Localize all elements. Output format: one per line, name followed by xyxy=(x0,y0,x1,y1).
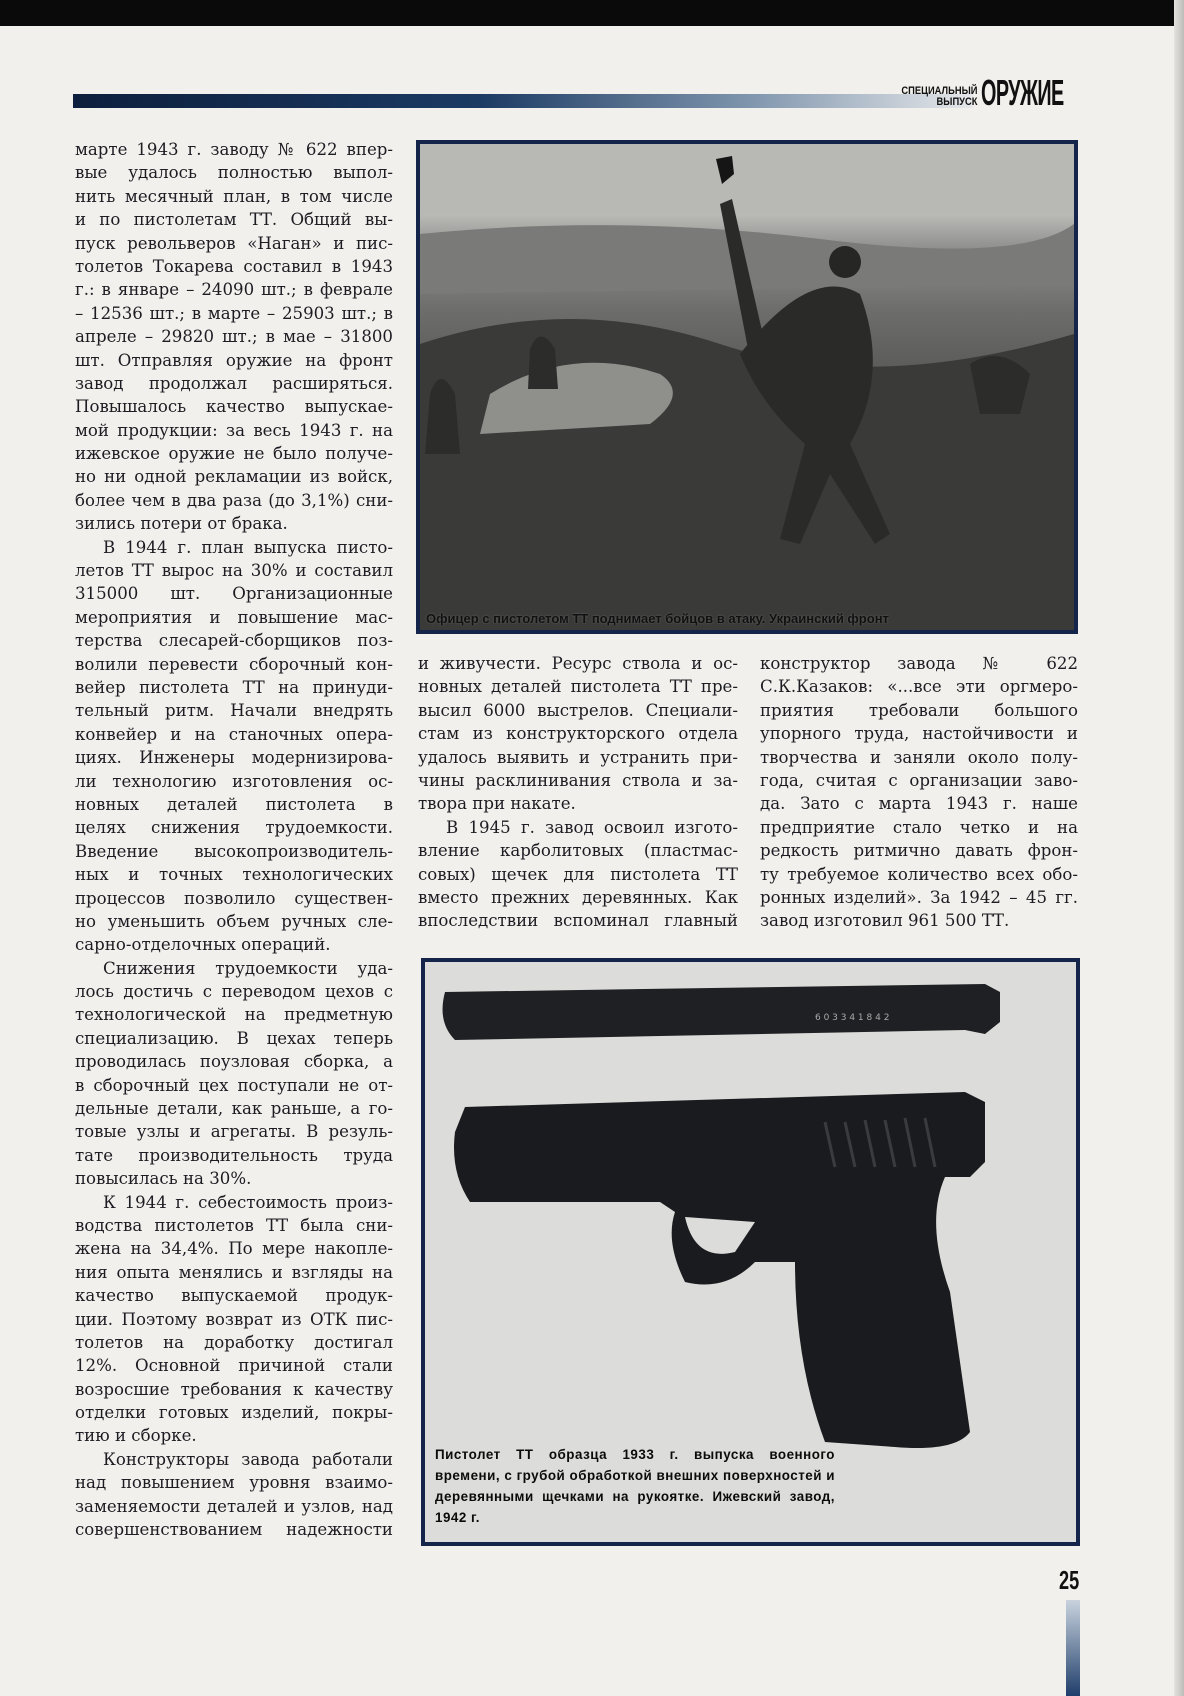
text-line: летов ТТ вырос на 30% и составил xyxy=(75,561,393,581)
text-line: В 1944 г. план выпуска писто- xyxy=(103,537,393,557)
text-line: мероприятия и повышение мас- xyxy=(75,607,393,627)
text-line: чины расклинивания ствола и за- xyxy=(418,770,738,790)
text-line: ных и точных технологических xyxy=(75,865,393,885)
article-column-middle xyxy=(418,652,738,933)
text-line: творчества и заняли около полу- xyxy=(760,747,1078,767)
text-line: конструктор завода № 622 xyxy=(760,654,1078,673)
text-line: конвейер и на станочных опера- xyxy=(75,724,393,744)
text-line: товые узлы и агрегаты. В резуль- xyxy=(75,1122,393,1142)
text-line: ции. Поэтому возврат из ОТК пис- xyxy=(75,1309,393,1329)
text-line: циях. Инженеры модернизирова- xyxy=(75,748,393,768)
text-line: тате производительность труда xyxy=(75,1145,393,1165)
text-line: вейер пистолета ТТ на принуди- xyxy=(75,677,393,697)
text-line: над повышением уровня взаимо- xyxy=(75,1473,393,1493)
scan-top-edge xyxy=(0,0,1184,26)
text-line: года, считая с организации заво- xyxy=(760,770,1078,790)
text-line: К 1944 г. себестоимость произ- xyxy=(103,1192,393,1212)
logo-line-2: ВЫПУСК xyxy=(936,96,978,108)
text-line: и по пистолетам ТТ. Общий вы- xyxy=(75,210,393,230)
photo-tt-pistol xyxy=(421,958,1080,1546)
text-line: завод изготовил 961 500 ТТ. xyxy=(760,911,1010,931)
text-line: Снижения трудоемкости уда- xyxy=(103,958,393,978)
text-line: ижевское оружие не было получе- xyxy=(75,444,393,464)
text-line: вые удалось полностью выпол- xyxy=(75,163,393,183)
text-line: проводилась поузловая сборка, а xyxy=(75,1052,393,1072)
text-line: завод продолжал расширяться. xyxy=(75,373,393,393)
text-line: лось достичь с переводом цехов с xyxy=(75,982,393,1002)
photo-caption: Пистолет ТТ образца 1933 г. выпуска военного времени, с грубой обработкой внешних поверхностей и деревянными щечками на рукоятке. Ижевский завод, 1942 г. xyxy=(435,1447,835,1525)
text-line: предприятие стало четко и на xyxy=(760,817,1078,837)
text-line: приятия требовали большого xyxy=(760,700,1078,720)
text-line: заменяемости деталей и узлов, над xyxy=(75,1496,393,1516)
text-line: Введение высокопроизводитель- xyxy=(75,841,393,861)
photo-officer-with-pistol xyxy=(416,140,1078,634)
text-line: апреле – 29820 шт.; в мае – 31800 xyxy=(75,327,393,347)
text-line: стам из конструкторского отдела xyxy=(418,724,738,744)
text-line: но уменьшить объем ручных сле- xyxy=(75,911,393,931)
text-line: и живучести. Ресурс ствола и ос- xyxy=(418,654,738,673)
text-line: терства слесарей-сборщиков поз- xyxy=(75,631,393,651)
text-line: да. Зато с марта 1943 г. наше xyxy=(760,794,1078,814)
text-line: отделки готовых изделий, покры- xyxy=(75,1403,393,1423)
text-line: более чем в два раза (до 3,1%) сни- xyxy=(75,490,393,510)
pistol-slide-shape xyxy=(443,984,1000,1040)
page-number: 25 xyxy=(1059,1565,1080,1595)
text-line: марте 1943 г. заводу № 622 впер- xyxy=(75,140,393,159)
text-line: твора при накате. xyxy=(418,794,576,814)
logo-line-1: СПЕЦИАЛЬНЫЙ xyxy=(901,85,978,97)
text-line: ния опыта менялись и взгляды на xyxy=(75,1262,393,1282)
header-gradient-bar xyxy=(73,94,973,108)
magazine-logo xyxy=(888,72,1065,113)
text-line: Повышалось качество выпускае- xyxy=(75,397,393,417)
text-line: упорного труда, настойчивости и xyxy=(760,724,1078,744)
slide-serial: 6 0 3 3 4 1 8 4 2 xyxy=(815,1013,890,1023)
logo-title: ОРУЖИЕ xyxy=(981,72,1065,113)
text-line: процессов позволило существен- xyxy=(75,888,393,908)
text-line: мой продукции: за весь 1943 г. на xyxy=(75,420,393,440)
article-column-right xyxy=(760,652,1078,933)
text-line: вление карболитовых (пластмас- xyxy=(418,841,738,861)
text-line: новных деталей пистолета в xyxy=(75,794,393,814)
text-line: впоследствии вспоминал главный xyxy=(418,911,738,931)
battle-scene-image xyxy=(420,144,1074,630)
text-line: 12%. Основной причиной стали xyxy=(75,1356,393,1376)
text-line: ту требуемое количество всех обо- xyxy=(760,864,1078,884)
text-line: редкость ритмично давать фрон- xyxy=(760,841,1078,861)
text-line: – 12536 шт.; в марте – 25903 шт.; в xyxy=(75,303,393,323)
text-line: тельный ритм. Начали внедрять xyxy=(75,701,393,721)
pistol-shape xyxy=(454,1092,985,1448)
text-line: зились потери от брака. xyxy=(75,514,288,534)
text-line: совых) щечек для пистолета ТТ xyxy=(418,864,738,884)
text-line: дельные детали, как раньше, а го- xyxy=(75,1099,393,1119)
text-line: г.: в январе – 24090 шт.; в феврале xyxy=(75,280,393,300)
text-line: 315000 шт. Организационные xyxy=(75,584,393,604)
text-line: удалось выявить и устранить при- xyxy=(418,747,738,767)
text-line: специализацию. В цехах теперь xyxy=(75,1028,393,1048)
text-line: толетов Токарева составил в 1943 xyxy=(75,256,393,276)
text-line: тию и сборке. xyxy=(75,1426,197,1446)
text-line: С.К.Казаков: «...все эти оргмеро- xyxy=(760,677,1078,697)
text-line: новных деталей пистолета ТТ пре- xyxy=(418,677,738,697)
text-line: но ни одной рекламации из войск, xyxy=(75,467,393,487)
article-column-left xyxy=(75,138,393,1541)
text-line: волили перевести сборочный кон- xyxy=(75,654,393,674)
text-line: В 1945 г. завод освоил изгото- xyxy=(446,817,738,837)
text-line: пуск револьверов «Наган» и пис- xyxy=(75,233,393,253)
text-line: высил 6000 выстрелов. Специали- xyxy=(418,700,738,720)
text-line: возросшие требования к качеству xyxy=(75,1379,393,1399)
logo-special-issue xyxy=(901,86,977,108)
text-line: повысилась на 30%. xyxy=(75,1169,252,1189)
text-line: в сборочный цех поступали не от- xyxy=(75,1075,393,1095)
text-line: совершенствованием надежности xyxy=(75,1520,393,1540)
text-line: технологической на предметную xyxy=(75,1005,393,1025)
text-line: нить месячный план, в том числе xyxy=(75,186,393,206)
page-edge-shadow xyxy=(1174,0,1184,1696)
text-line: сарно-отделочных операций. xyxy=(75,935,331,955)
photo-caption: Офицер с пистолетом ТТ поднимает бойцов в атаку. Украинский фронт xyxy=(426,611,889,626)
text-line: качество выпускаемой продук- xyxy=(75,1286,393,1306)
text-line: водства пистолетов ТТ была сни- xyxy=(75,1215,393,1235)
text-line: ронных изделий». За 1942 – 45 гг. xyxy=(760,887,1078,907)
text-line: Конструкторы завода работали xyxy=(103,1449,393,1469)
text-line: жена на 34,4%. По мере накопле- xyxy=(75,1239,393,1259)
text-line: шт. Отправляя оружие на фронт xyxy=(75,350,393,370)
text-line: вместо прежних деревянных. Как xyxy=(418,887,738,907)
edge-color-tab xyxy=(1066,1600,1080,1696)
text-line: ли технологию изготовления ос- xyxy=(75,771,393,791)
text-line: толетов на доработку достигал xyxy=(75,1332,393,1352)
text-line: целях снижения трудоемкости. xyxy=(75,818,393,838)
